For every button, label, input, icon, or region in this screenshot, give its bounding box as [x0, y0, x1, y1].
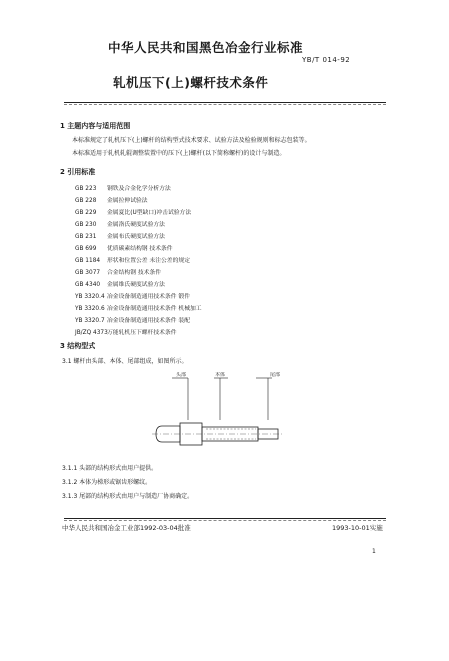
page-number: 1 [372, 548, 376, 555]
reference-item: GB 3077 合金结构钢 技术条件 [75, 270, 162, 276]
clause-3-1-3: 3.1.3 尾部的结构形式由用户与制造厂协商确定。 [62, 493, 194, 500]
implementation-date: 1993-10-01实施 [332, 524, 383, 532]
clause-3-1-1: 3.1.1 头部的结构形式由用户提供。 [62, 465, 158, 472]
section-1-paragraph-2: 本标准适用于轧机轧辊调整装置中的压下(上)螺杆(以下简称螺杆)的设计与制造。 [72, 150, 286, 157]
screw-figure [150, 372, 290, 452]
label-body: 本体 [214, 372, 226, 378]
label-tail: 尾部 [270, 372, 281, 378]
reference-item: GB 230 金属洛氏硬度试验方法 [75, 222, 165, 228]
standard-code: YB/T 014-92 [302, 56, 351, 64]
document-title: 轧机压下(上)螺杆技术条件 [113, 75, 269, 90]
reference-item: YB 3320.7 冶金设备制造通用技术条件 装配 [75, 318, 190, 324]
reference-item: GB 1184 形状和位置公差 未注公差的规定 [75, 258, 190, 264]
reference-item: YB 3320.6 冶金设备制造通用技术条件 机械加工 [75, 306, 202, 312]
reference-item: GB 4340 金属维氏硬度试验方法 [75, 282, 165, 288]
header-rule [64, 102, 386, 103]
reference-item: GB 223 钢铁及合金化学分析方法 [75, 186, 171, 192]
approval-statement: 中华人民共和国冶金工业部1992-03-04批准 [62, 524, 191, 532]
reference-item: YB 3320.4 冶金设备制造通用技术条件 锻件 [75, 294, 190, 300]
reference-item: GB 228 金属拉伸试验法 [75, 198, 148, 204]
reference-item: GB 231 金属布氏硬度试验方法 [75, 234, 165, 240]
header-rule-secondary [64, 104, 386, 105]
footer-rule [64, 518, 386, 519]
issuing-organization: 中华人民共和国黑色冶金行业标准 [108, 40, 304, 55]
label-head: 头部 [175, 372, 186, 378]
reference-item: JB/ZQ 4373万能轧机压下螺杆技术条件 [75, 330, 177, 336]
section-1-paragraph-1: 本标准规定了轧机压下(上)螺杆的结构型式技术要求、试验方法及检验规则和标志包装等。 [72, 137, 311, 144]
section-3-heading: 3 结构型式 [60, 342, 96, 350]
clause-3-1: 3.1 螺杆由头部、本体、尾部组成，如图所示。 [62, 358, 188, 365]
section-2-heading: 2 引用标准 [60, 168, 96, 176]
reference-item: GB 229 金属夏比(U型缺口)冲击试验方法 [75, 210, 192, 216]
reference-item: GB 699 优质碳素结构钢 技术条件 [75, 246, 173, 252]
clause-3-1-2: 3.1.2 本体为梯形或锯齿形螺纹。 [62, 479, 152, 486]
section-1-heading: 1 主题内容与适用范围 [60, 122, 131, 130]
footer-rule-secondary [64, 520, 386, 521]
